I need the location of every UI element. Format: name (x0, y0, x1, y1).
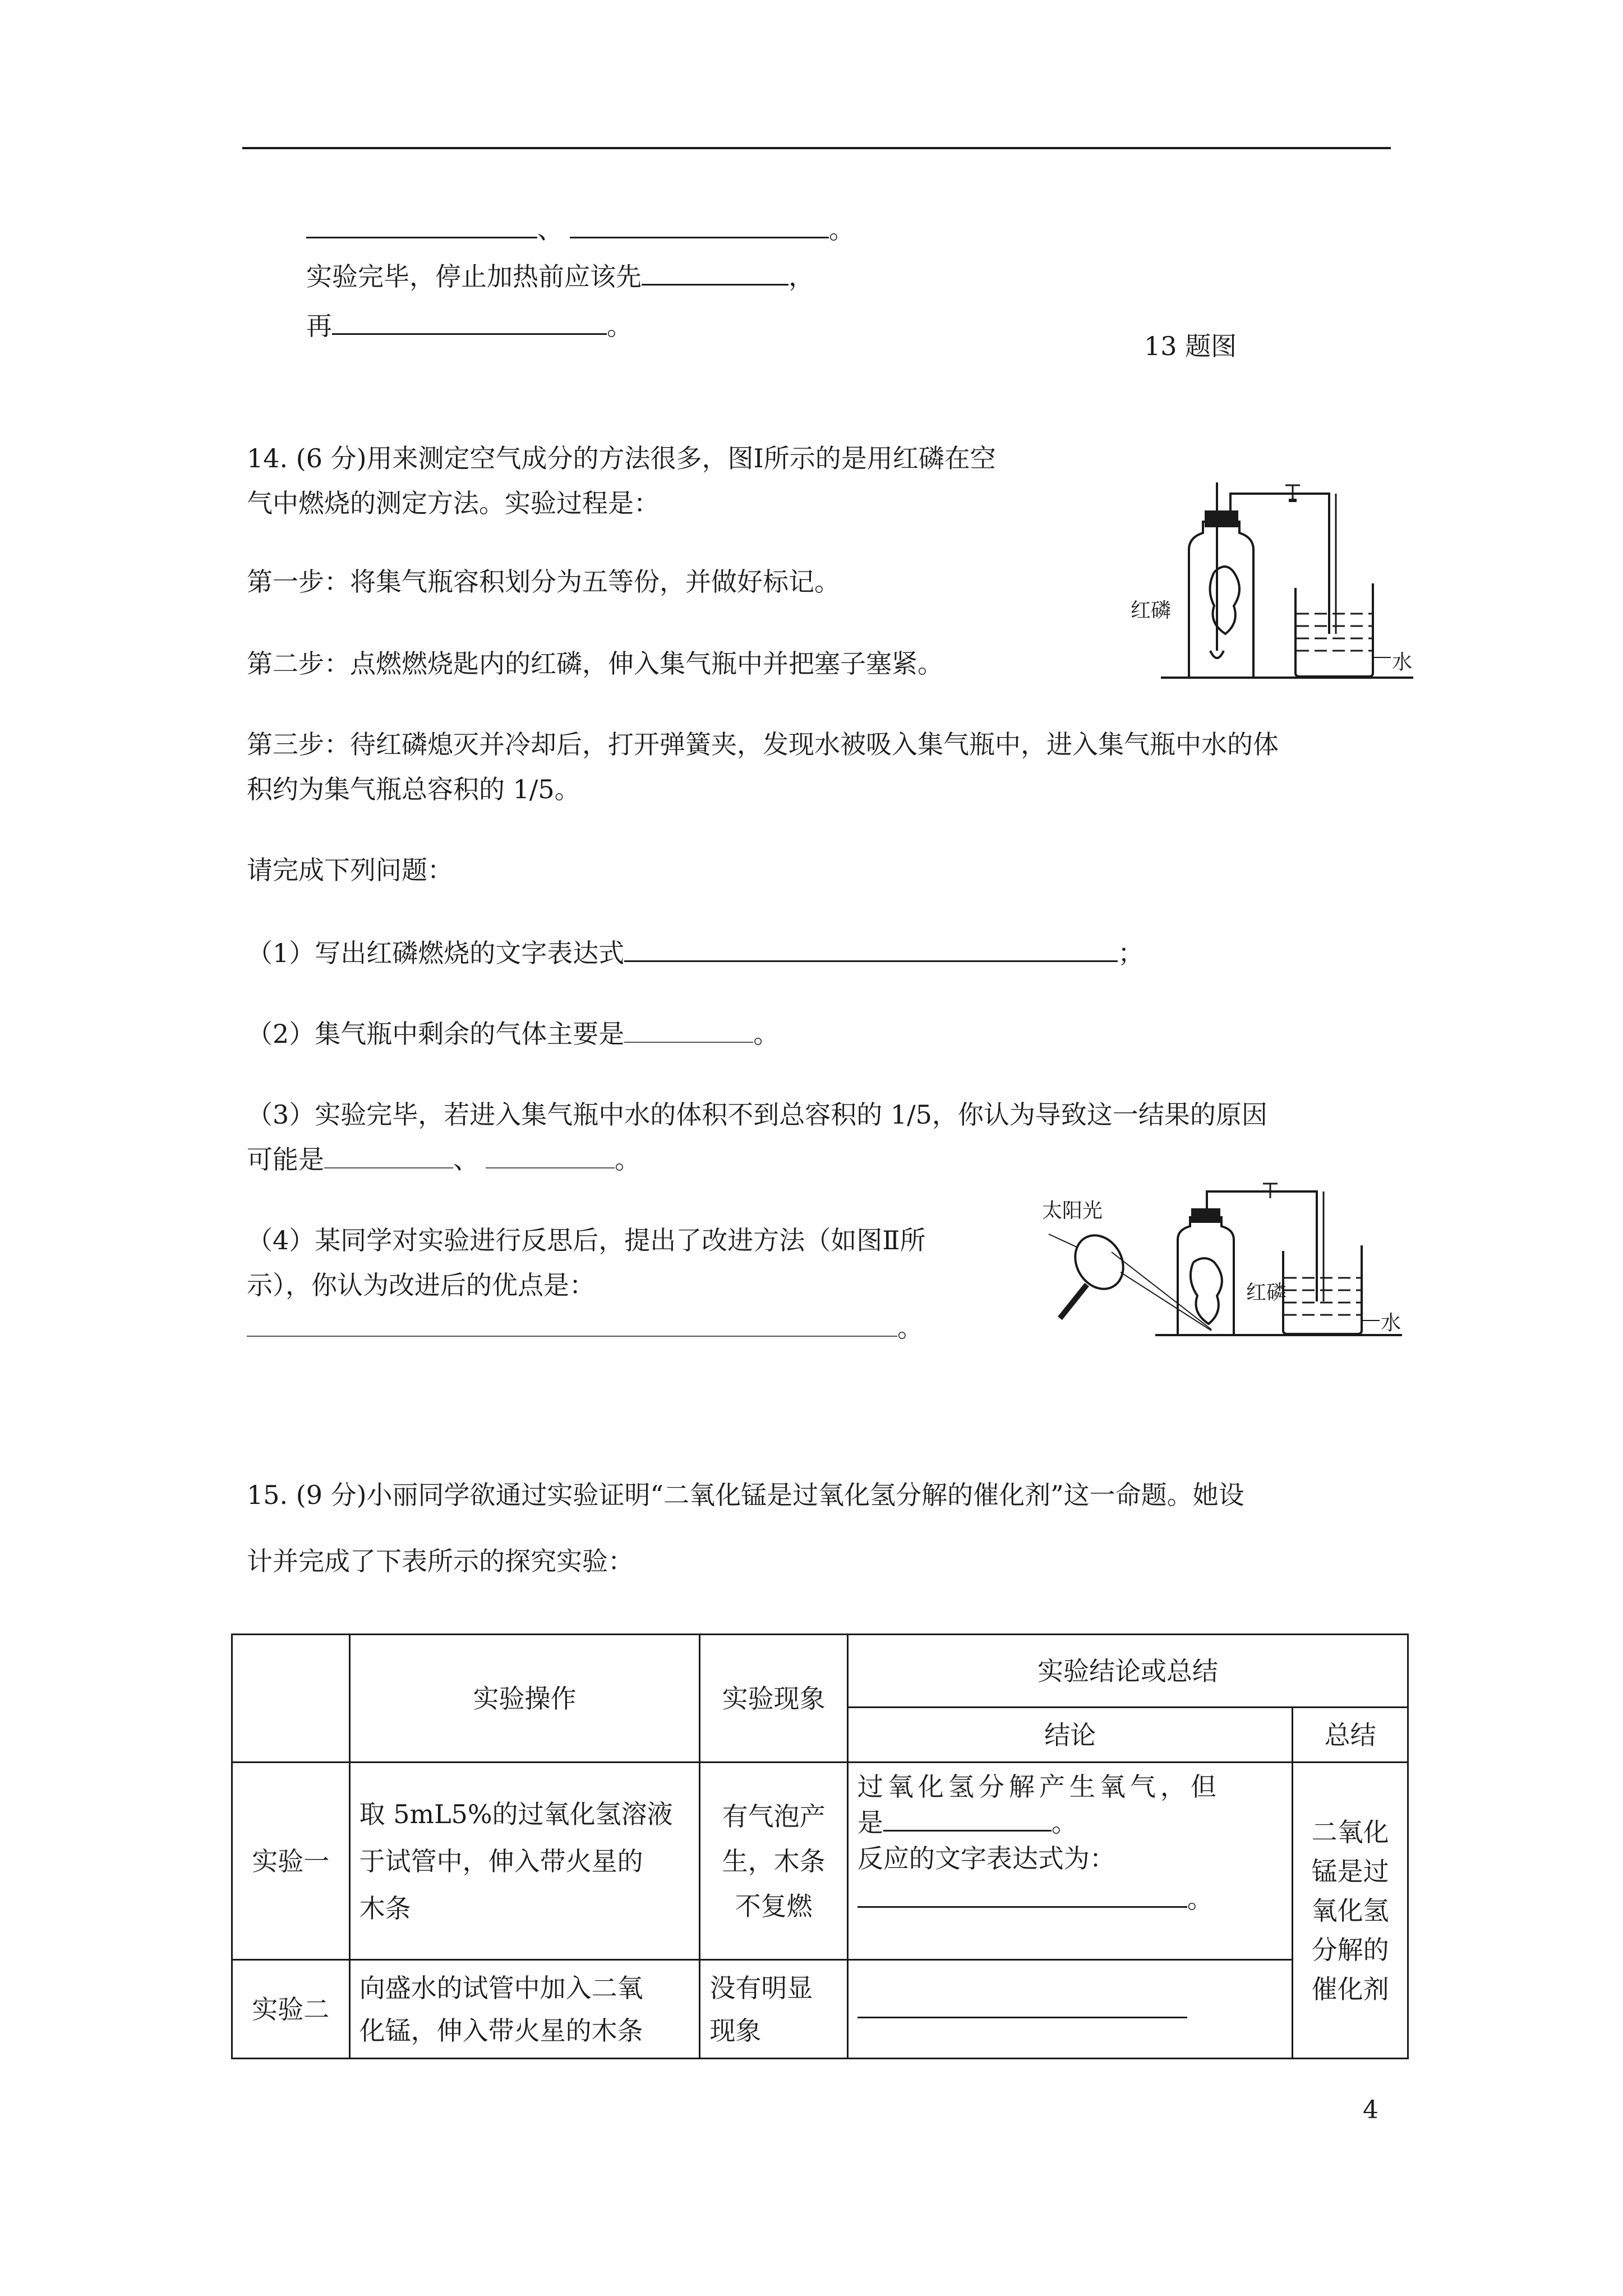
q14-step3-line2: 积约为集气瓶总容积的 1/5。 (247, 774, 580, 804)
period: 。 (897, 1313, 923, 1343)
q14-part3-line2 (247, 1142, 640, 1177)
q13-line2 (306, 259, 814, 294)
q14-part3-text: 可能是 (247, 1144, 324, 1175)
row2-operation (349, 1960, 700, 2059)
header-conclusion: 结论 (847, 1708, 1292, 1763)
q14-intro-line1: 14. (6 分)用来测定空气成分的方法很多，图Ⅰ所示的是用红磷在空 (247, 443, 996, 473)
q14-part1-text: （1）写出红磷燃烧的文字表达式 (247, 938, 625, 968)
gas-bottle (1178, 1217, 1234, 1334)
answer-blank[interactable] (306, 214, 537, 238)
beaker (1295, 583, 1373, 677)
delivery-tube (1230, 494, 1329, 634)
row1-operation-line: 于试管中，伸入带火星的 (359, 1846, 643, 1876)
row1-conclusion-line4 (857, 1881, 1283, 1917)
q14-prompt: 请完成下列问题： (247, 855, 453, 885)
row1-conclusion-prefix: 是 (857, 1807, 883, 1838)
period: 。 (615, 1144, 640, 1175)
summary-line: 催化剂 (1311, 1973, 1389, 2004)
q14-step3-line1: 第三步：待红磷熄灭并冷却后，打开弹簧夹，发现水被吸入集气瓶中，进入集气瓶中水的体 (247, 729, 1279, 760)
row2-phenomenon-line: 现象 (709, 2015, 762, 2046)
figure-1-apparatus (1155, 466, 1413, 690)
summary-line: 氧化氢 (1311, 1895, 1389, 1926)
figure-caption-13: 13 题图 (1144, 331, 1237, 361)
q13-line2-text: 实验完毕，停止加热前应该先 (306, 261, 642, 292)
row1-phenomenon-line: 有气泡产 (722, 1801, 826, 1832)
answer-blank[interactable] (857, 1884, 1187, 1908)
fig1-label-phosphorus: 红磷 (1131, 599, 1172, 622)
row2-name: 实验二 (232, 1960, 350, 2059)
header-rule (242, 147, 1391, 149)
period: 。 (753, 1019, 780, 1049)
row2-phenomenon (700, 1960, 848, 2059)
table-corner-cell (232, 1635, 350, 1763)
summary-line: 分解的 (1311, 1934, 1389, 1965)
q14-part2 (247, 1016, 779, 1051)
magnifier-lens (1066, 1227, 1132, 1298)
answer-blank[interactable] (570, 214, 829, 238)
row1-name: 实验一 (232, 1763, 350, 1960)
answer-blank[interactable] (332, 311, 607, 335)
experiment-table (231, 1634, 1409, 2059)
q14-part4-line2: 示），你认为改进后的优点是： (247, 1270, 595, 1300)
row1-conclusion-line2 (857, 1805, 1283, 1841)
q13-line3-text: 再 (306, 311, 332, 341)
separator: 、 (537, 214, 563, 245)
row2-operation-line: 向盛水的试管中加入二氧 (359, 1972, 643, 2003)
q13-line3 (306, 309, 633, 343)
answer-blank[interactable] (857, 1994, 1187, 2018)
row1-operation (349, 1763, 700, 1960)
q15-intro-line2: 计并完成了下表所示的探究实验： (247, 1546, 634, 1576)
stopper (1206, 512, 1237, 526)
header-phenomenon: 实验现象 (700, 1635, 848, 1763)
q14-part4-line3 (247, 1310, 923, 1345)
row1-conclusion-line1: 过氧化氢分解产生氧气，但 (857, 1772, 1221, 1802)
q14-part2-text: （2）集气瓶中剩余的气体主要是 (247, 1019, 625, 1049)
magnifier-handle (1060, 1285, 1087, 1318)
q14-step2: 第二步：点燃燃烧匙内的红磷，伸入集气瓶中并把塞子塞紧。 (247, 648, 943, 679)
q13-blanks-line (306, 212, 855, 247)
answer-blank[interactable] (624, 1019, 753, 1043)
fig1-label-water: 水 (1392, 651, 1413, 674)
summary-line: 二氧化 (1311, 1816, 1389, 1847)
sunlight-ray (1049, 1234, 1078, 1248)
answer-blank[interactable] (624, 938, 1118, 962)
summary-line: 锰是过 (1311, 1856, 1389, 1887)
q14-step1: 第一步：将集气瓶容积划分为五等份，并做好标记。 (247, 567, 840, 597)
answer-blank[interactable] (642, 261, 789, 286)
q14-part4-line1: （4）某同学对实验进行反思后，提出了改进方法（如图Ⅱ所 (247, 1225, 926, 1255)
header-summary: 总结 (1293, 1708, 1408, 1763)
row1-operation-line: 木条 (359, 1893, 411, 1924)
row2-phenomenon-line: 没有明显 (709, 1972, 813, 2003)
comma: ， (789, 261, 814, 292)
combustion-spoon (1210, 651, 1224, 658)
row1-conclusion-line3: 反应的文字表达式为： (857, 1843, 1115, 1874)
row1-operation-line: 取 5mL5%的过氧化氢溶液 (359, 1798, 673, 1829)
summary-cell (1293, 1763, 1408, 2059)
header-conclusion-group: 实验结论或总结 (847, 1635, 1408, 1708)
fig2-label-water: 水 (1381, 1312, 1401, 1335)
flame-smoke (1191, 1258, 1222, 1324)
fig2-label-phosphorus: 红磷 (1246, 1281, 1287, 1304)
q14-part3-line1: （3）实验完毕，若进入集气瓶中水的体积不到总容积的 1/5，你认为导致这一结果的原因 (247, 1099, 1267, 1130)
page-number: 4 (1363, 2096, 1378, 2124)
fig2-label-sunlight: 太阳光 (1042, 1199, 1103, 1222)
period: 。 (607, 311, 633, 341)
separator: 、 (453, 1144, 479, 1175)
q14-part1 (247, 936, 1144, 970)
flame-smoke (1210, 567, 1240, 634)
row1-conclusion (847, 1763, 1292, 1960)
answer-blank[interactable] (486, 1145, 615, 1168)
period: 。 (1051, 1807, 1077, 1838)
row2-conclusion (847, 1960, 1292, 2059)
header-operation: 实验操作 (349, 1635, 700, 1763)
row1-phenomenon (700, 1763, 848, 1960)
row2-operation-line: 化锰，伸入带火星的木条 (359, 2015, 643, 2046)
answer-blank[interactable] (324, 1145, 453, 1168)
answer-blank[interactable] (247, 1313, 897, 1337)
answer-blank[interactable] (883, 1807, 1052, 1832)
semicolon: ； (1118, 938, 1144, 968)
q15-intro-line1: 15. (9 分)小丽同学欲通过实验证明“二氧化锰是过氧化氢分解的催化剂”这一命题。她设 (247, 1480, 1244, 1510)
row1-phenomenon-line: 不复燃 (735, 1890, 813, 1921)
row1-phenomenon-line: 生，木条 (722, 1846, 826, 1876)
period: 。 (829, 214, 855, 245)
period: 。 (1187, 1884, 1213, 1914)
q14-intro-line2: 气中燃烧的测定方法。实验过程是： (247, 488, 660, 518)
